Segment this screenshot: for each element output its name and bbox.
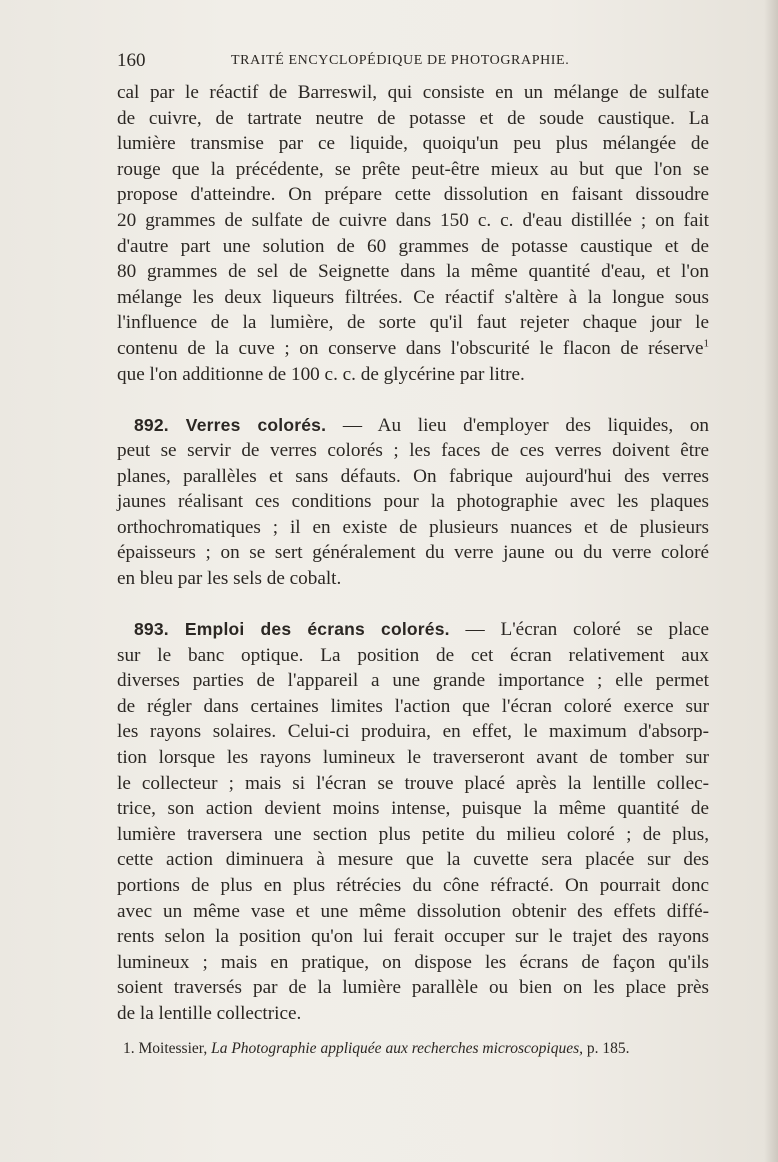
text-line: trice, son action devient moins intense, puisque la même quantité de xyxy=(117,798,709,820)
text-line: tion lorsque les rayons lumineux le traverseront avant de tomber sur xyxy=(117,747,709,769)
text-line: l'influence de la lumière, de sorte qu'il faut rejeter chaque jour le xyxy=(117,312,709,334)
section-892 xyxy=(117,413,709,592)
footnote-page: p. 185. xyxy=(586,1040,630,1057)
text-line: sur le banc optique. La position de cet écran relativement aux xyxy=(117,644,709,666)
text-line-content: contenu de la cuve ; on conserve dans l'obscurité le flacon de réserve xyxy=(117,337,704,359)
text-line: lumière transmise par ce liquide, quoiqu'un peu plus mélangée de xyxy=(117,133,709,155)
text-line: soient traversés par de la lumière parallèle ou bien on les place près xyxy=(117,977,709,999)
paragraph-gap xyxy=(117,387,709,412)
text-line: cette action diminuera à mesure que la cuvette sera placée sur des xyxy=(117,849,709,871)
text-line: jaunes réalisant ces conditions pour la photographie avec les plaques xyxy=(117,491,709,513)
text-line-content: — Au lieu d'employer des liquides, on xyxy=(326,414,710,436)
text-line: avec un même vase et une même dissolution obtenir des effets diffé- xyxy=(117,900,709,922)
footnote-reference: 1 xyxy=(703,337,709,350)
text-line: portions de plus en plus rétrécies du cône réfracté. On pourrait donc xyxy=(117,875,709,896)
text-line: les rayons solaires. Celui-ci produira, en effet, le maximum d'absorp- xyxy=(117,721,709,743)
text-line: planes, parallèles et sans défauts. On fabrique aujourd'hui des verres xyxy=(117,465,709,487)
text-line: rents selon la position qu'on lui ferait occuper sur le trajet des rayons xyxy=(117,926,709,948)
page-number: 160 xyxy=(117,50,146,71)
footnote-book-title: La Photographie appliquée aux recherches microscopiques, xyxy=(211,1040,584,1057)
text-line: lumière traversera une section plus petite du milieu coloré ; de plus, xyxy=(117,823,709,845)
footnote-number: 1. xyxy=(123,1040,135,1057)
text-line: lumineux ; mais en pratique, on dispose les écrans de façon qu'ils xyxy=(117,951,709,973)
section-first-line xyxy=(117,617,709,643)
text-line-content: — L'écran coloré se place xyxy=(449,619,709,641)
text-line: orthochromatiques ; il en existe de plusieurs nuances et de plusieurs xyxy=(117,516,709,538)
text-line: de la lentille collectrice. xyxy=(117,1002,302,1024)
section-title: 893. Emploi des écrans colorés. xyxy=(134,619,450,640)
text-line: diverses parties de l'appareil a une grande importance ; elle permet xyxy=(117,670,709,692)
text-line: cal par le réactif de Barreswil, qui consiste en un mélange de sulfate xyxy=(117,82,709,103)
footnote-author: Moitessier, xyxy=(138,1040,208,1057)
text-line: d'autre part une solution de 60 grammes de potasse caustique et de xyxy=(117,235,709,257)
paragraph-gap xyxy=(117,592,709,617)
page-header xyxy=(117,50,709,74)
text-line: le collecteur ; mais si l'écran se trouve placé après la lentille collec- xyxy=(117,772,709,794)
text-line: peut se servir de verres colorés ; les faces de ces verres doivent être xyxy=(117,440,709,462)
running-head: TRAITÉ ENCYCLOPÉDIQUE DE PHOTOGRAPHIE. xyxy=(231,53,570,68)
text-line: en bleu par les sels de cobalt. xyxy=(117,568,342,590)
text-line: rouge que la précédente, se prête peut-être mieux au but que l'on se xyxy=(117,158,709,180)
page-edge-shadow xyxy=(764,0,778,1162)
section-893 xyxy=(117,617,709,1027)
footnote xyxy=(123,1040,683,1058)
text-line: épaisseurs ; on se sert généralement du verre jaune ou du verre coloré xyxy=(117,542,709,564)
text-line: que l'on additionne de 100 c. c. de glycérine par litre. xyxy=(117,363,525,385)
paragraph-continuation xyxy=(117,80,709,387)
body-text xyxy=(117,80,709,1027)
text-line: de cuivre, de tartrate neutre de potasse et de soude caustique. La xyxy=(117,107,709,129)
text-line: mélange les deux liqueurs filtrées. Ce réactif s'altère à la longue sous xyxy=(117,286,709,308)
text-line: de régler dans certaines limites l'action que l'écran coloré exerce sur xyxy=(117,695,709,717)
text-line: 80 grammes de sel de Seignette dans la même quantité d'eau, et l'on xyxy=(117,261,709,283)
text-line: 20 grammes de sulfate de cuivre dans 150 c. c. d'eau distillée ; on fait xyxy=(117,209,709,231)
text-line xyxy=(117,336,709,362)
section-first-line xyxy=(117,413,709,439)
text-line: propose d'atteindre. On prépare cette dissolution en faisant dissoudre xyxy=(117,184,709,206)
section-title: 892. Verres colorés. xyxy=(134,414,327,435)
